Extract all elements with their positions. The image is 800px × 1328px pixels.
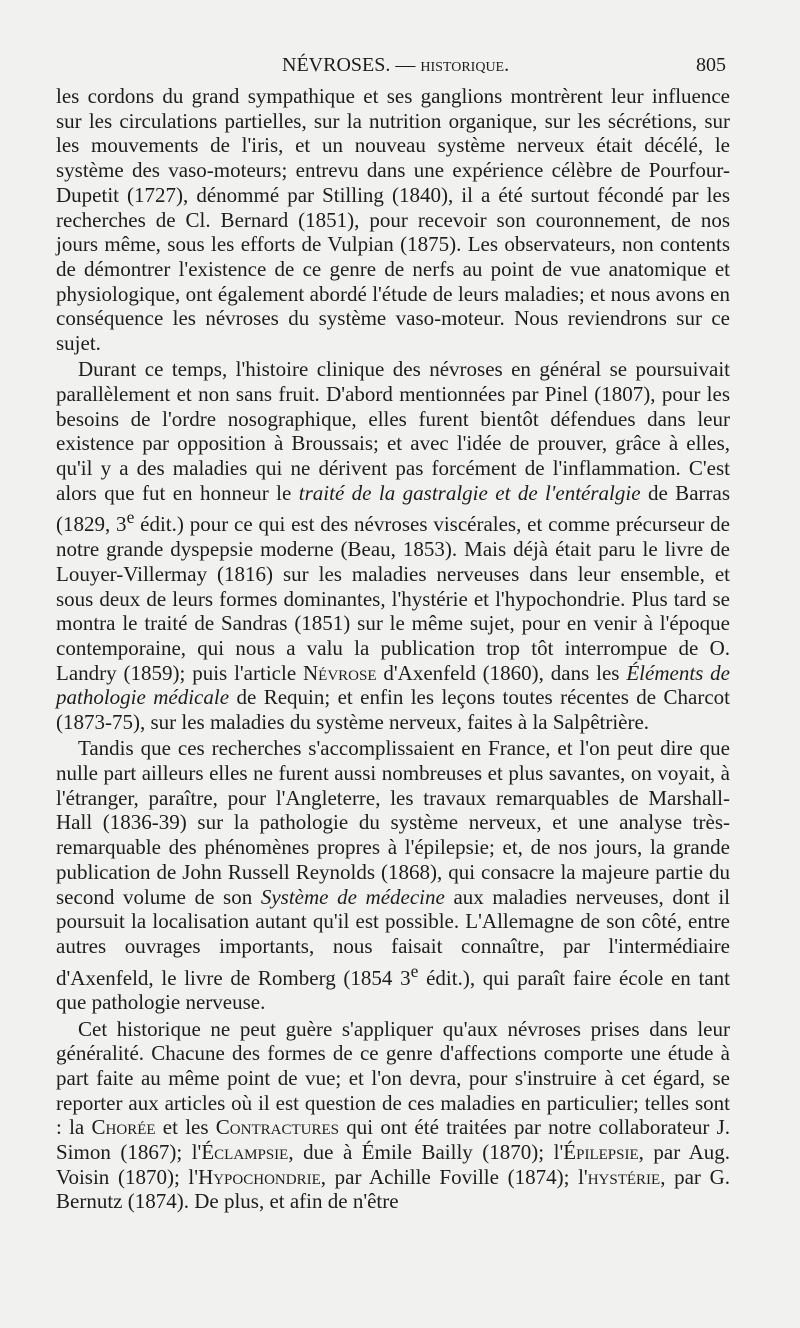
superscript: e (410, 960, 419, 981)
page-number: 805 (696, 54, 726, 76)
text-run: , par G. Bernutz (1874). De plus, et afin de n'être (56, 1164, 730, 1214)
paragraph (56, 736, 730, 1015)
paragraph (56, 1017, 730, 1215)
running-header (56, 54, 726, 84)
text-run: d'Axenfeld (1860), dans les (376, 660, 627, 685)
italic-title: Système de médecine (260, 884, 445, 909)
text-run: aux maladies nerveuses, dont il poursuit la localisation autant qu'il est possible. L'Allemagne de son côté, entre autres ouvrages importants, nous faisait connaître, par l'intermédiaire d'Axenfeld, le livre de Romberg (1854 3 (56, 884, 731, 990)
small-caps-term: Épilepsie (563, 1140, 639, 1165)
text-run: Cet historique ne peut guère s'appliquer qu'aux névroses prises dans leur généralité. Chacune des formes de ce genre d'affections comporte une étude à part faite au même point de vue; et l'on devra, pour s'instruire à cet égard, se reporter aux articles où il est question de ces maladies en particulier; telles sont : la (56, 1016, 730, 1140)
text-run: et les (155, 1115, 216, 1140)
text-run: édit.) pour ce qui est des névroses viscérales, et comme précurseur de notre grande dyspepsie moderne (Beau, 1853). Mais déjà était paru le livre de Louyer-Villermay (1816) sur les maladies nerveuses dans leur ensemble, et sous deux de leurs formes dominantes, l'hystérie et l'hypochondrie. Plus tard se montra le traité de Sandras (1851) sur le même sujet, pour en venir à l'époque contemporaine, qui nous a valu la publication trop tôt interrompue de O. Landry (1859); puis l'article (56, 512, 730, 685)
title-sub: historique. (420, 54, 510, 76)
small-caps-term: Hypochondrie (198, 1164, 321, 1189)
text-run: qui ont été traitées par notre collaborateur J. Simon (1867); l' (56, 1115, 730, 1165)
text-run: de Requin; et enfin les leçons toutes récentes de Charcot (1873-75), sur les maladies du système nerveux, faites à la Salpêtrière. (56, 685, 731, 735)
small-caps-term: Névrose (303, 660, 377, 685)
running-title (282, 54, 509, 77)
text-run: édit.), qui paraît faire école en tant que pathologie nerveuse. (56, 965, 730, 1015)
title-main: NÉVROSES. (282, 54, 391, 76)
text-run: , due à Émile Bailly (1870); l' (288, 1140, 564, 1165)
paragraph-continued (56, 84, 730, 356)
superscript: e (126, 507, 135, 528)
text-run: , par Aug. Voisin (1870); l' (56, 1140, 730, 1189)
small-caps-term: Chorée (91, 1115, 156, 1140)
text-run: les cordons du grand sympathique et ses ganglions montrèrent leur influence sur les circulations partielles, sur la nutrition organique, sur les sécrétions, sur les mouvements de l'iris, et un nouveau système nerveux était décélé, le système des vaso-moteurs; entrevu dans une expérience célèbre de Pourfour-Dupetit (1727), dénommé par Stilling (1840), il a été surtout fécondé par les recherches de Cl. Bernard (1851), pour recevoir son couronnement, de nos jours même, sous les efforts de Vulpian (1875). Les observateurs, non contents de démontrer l'existence de ce genre de nerfs au point de vue anatomique et physiologique, ont également abordé l'étude de leurs maladies; et nous avons en conséquence les névroses du système vaso-moteur. Nous reviendrons sur ce sujet. (56, 84, 730, 356)
text-run: Tandis que ces recherches s'accomplissaient en France, et l'on peut dire que nulle part ailleurs elles ne furent aussi nombreuses et plus savantes, on voyait, à l'étranger, paraître, pour l'Angleterre, les travaux remarquables de Marshall-Hall (1836-39) sur la pathologie du système nerveux, et une analyse très-remarquable des phénomènes propres à l'épilepsie; et, de nos jours, la grande publication de John Russell Reynolds (1868), qui consacre la majeure partie du second volume de son (56, 736, 730, 909)
text-run: de Barras (1829, 3 (56, 480, 730, 537)
title-dash: — (390, 54, 421, 76)
text-run: , par Achille Foville (1874); l' (320, 1164, 588, 1189)
body-text (56, 84, 730, 1216)
small-caps-term: Contractures (215, 1115, 339, 1140)
italic-title: Éléments de pathologie médicale (56, 660, 731, 710)
small-caps-term: hystérie (587, 1164, 661, 1189)
paragraph (56, 357, 730, 735)
italic-title: traité de la gastralgie et de l'entéralgie (298, 480, 641, 505)
text-run: Durant ce temps, l'histoire clinique des névroses en général se poursuivait parallèlement et non sans fruit. D'abord mentionnées par Pinel (1807), pour les besoins de l'ordre nosographique, elles furent bientôt défendues dans leur existence par opposition à Broussais; et avec l'idée de prouver, grâce à elles, qu'il y a des maladies qui ne dérivent pas forcément de l'inflammation. C'est alors que fut en honneur le (56, 357, 730, 505)
small-caps-term: Éclampsie (201, 1140, 289, 1165)
